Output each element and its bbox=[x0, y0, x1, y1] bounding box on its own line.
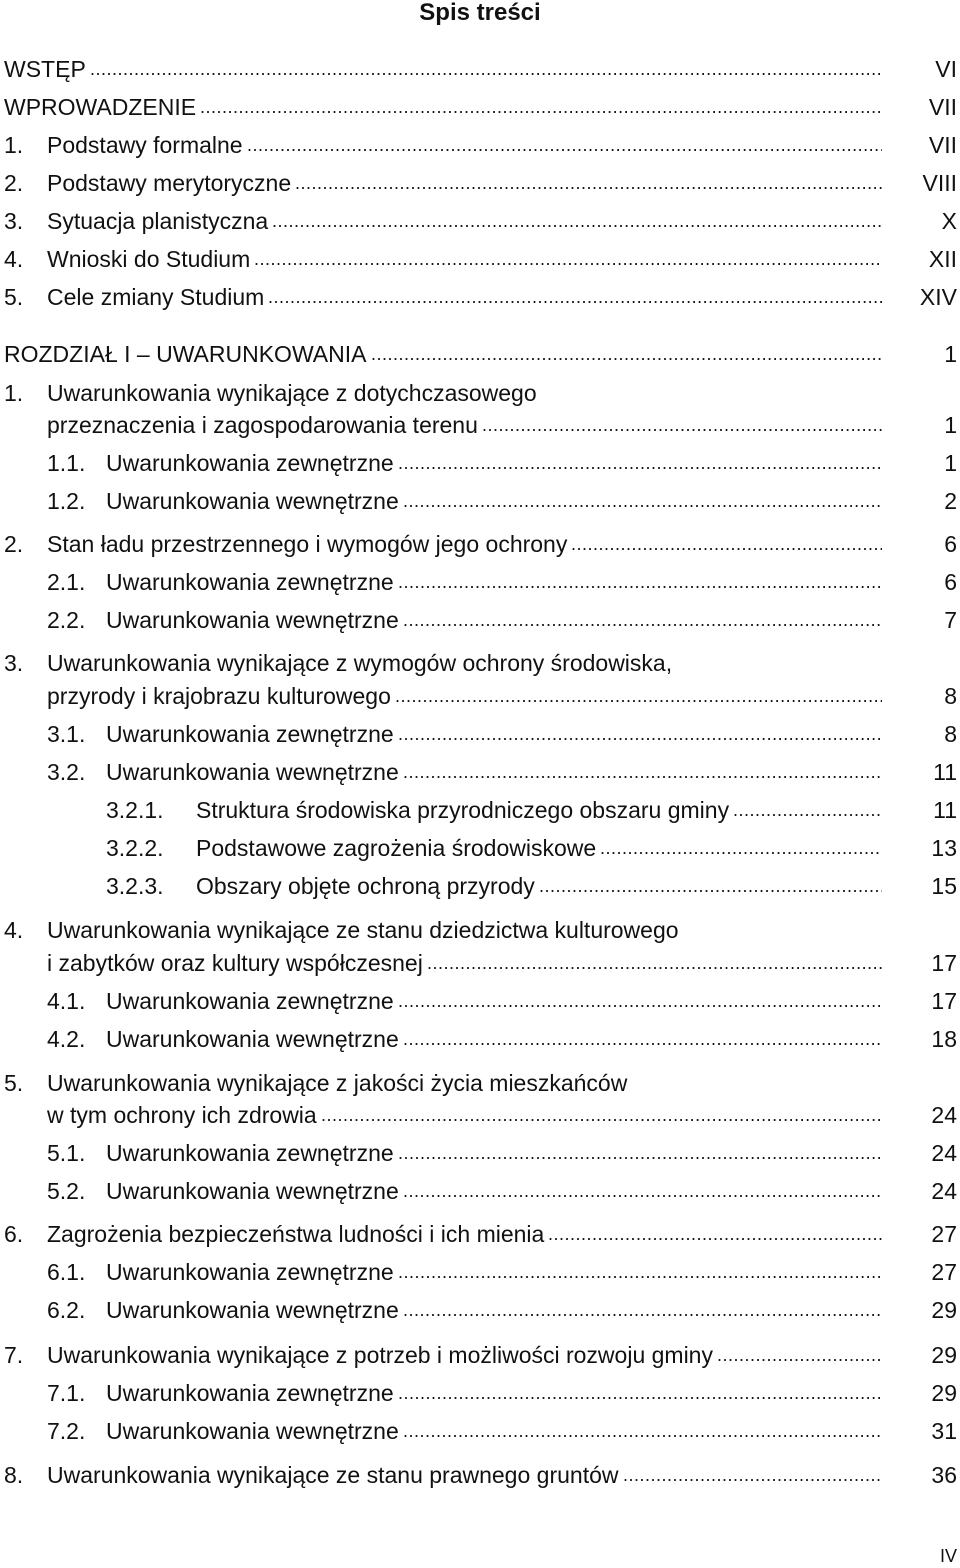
toc-entry-number: 4. bbox=[4, 246, 24, 272]
toc-entry-text: przyrody i krajobrazu kulturowego bbox=[47, 683, 391, 709]
toc-leader-dots bbox=[398, 984, 882, 1018]
toc-leader-dots bbox=[403, 1174, 882, 1208]
toc-leader-dots bbox=[600, 831, 882, 865]
toc-entry-text: Obszary objęte ochroną przyrody bbox=[196, 873, 535, 899]
toc-leader-dots bbox=[733, 793, 882, 827]
toc-entry-page: 27 bbox=[931, 1221, 957, 1247]
toc-leader-dots bbox=[403, 603, 882, 637]
toc-entry-text: Uwarunkowania wewnętrzne bbox=[106, 759, 399, 785]
toc-entry-page: VII bbox=[928, 94, 957, 120]
toc-entry-text: Uwarunkowania zewnętrzne bbox=[106, 1259, 394, 1285]
toc-entry-number: 7. bbox=[4, 1342, 24, 1368]
toc-leader-dots bbox=[403, 1414, 882, 1448]
toc-entry-number: 7.2. bbox=[47, 1418, 86, 1444]
toc-leader-dots bbox=[398, 717, 882, 751]
toc-entry[interactable] bbox=[0, 1255, 960, 1289]
toc-entry[interactable] bbox=[0, 1338, 960, 1372]
toc-entry[interactable] bbox=[0, 1066, 960, 1100]
toc-entry[interactable] bbox=[0, 565, 960, 599]
toc-entry[interactable] bbox=[0, 1174, 960, 1208]
toc-entry-page: 24 bbox=[931, 1178, 957, 1204]
toc-entry-text: Uwarunkowania zewnętrzne bbox=[106, 1140, 394, 1166]
toc-entry-number: 5. bbox=[4, 284, 24, 310]
toc-entry-page: 24 bbox=[931, 1140, 957, 1166]
toc-entry-text: Uwarunkowania wewnętrzne bbox=[106, 488, 399, 514]
toc-entry-text: Uwarunkowania wynikające ze stanu prawnego gruntów bbox=[47, 1462, 619, 1488]
toc-entry-number: 2. bbox=[4, 531, 24, 557]
toc-entry-number: 3. bbox=[4, 650, 24, 676]
toc-entry-text: Wnioski do Studium bbox=[47, 246, 251, 272]
toc-entry-number: 3.2.3. bbox=[106, 873, 164, 899]
toc-entry-text: ROZDZIAŁ I – UWARUNKOWANIA bbox=[4, 341, 367, 367]
toc-leader-dots bbox=[482, 408, 882, 442]
toc-entry-page: 13 bbox=[931, 835, 957, 861]
toc-entry-number: 3.2.2. bbox=[106, 835, 164, 861]
toc-entry[interactable] bbox=[0, 717, 960, 751]
toc-leader-dots bbox=[254, 242, 882, 276]
toc-entry-page: 8 bbox=[944, 683, 957, 709]
toc-entry-number: 5.1. bbox=[47, 1140, 86, 1166]
toc-entry-page: 1 bbox=[944, 341, 957, 367]
toc-entry-page: 7 bbox=[944, 607, 957, 633]
toc-leader-dots bbox=[295, 166, 882, 200]
toc-entry[interactable] bbox=[0, 446, 960, 480]
toc-entry-text: Uwarunkowania wynikające z wymogów ochrony środowiska, bbox=[47, 650, 673, 676]
toc-entry-text: Uwarunkowania wewnętrzne bbox=[106, 1026, 399, 1052]
toc-leader-dots bbox=[371, 337, 882, 371]
toc-entry[interactable] bbox=[0, 337, 960, 371]
toc-entry[interactable] bbox=[0, 166, 960, 200]
toc-entry-text: Uwarunkowania wewnętrzne bbox=[106, 1418, 399, 1444]
toc-leader-dots bbox=[395, 679, 882, 713]
toc-leader-dots bbox=[548, 1217, 882, 1251]
toc-entry-page: 27 bbox=[931, 1259, 957, 1285]
toc-entry-number: 1.1. bbox=[47, 450, 86, 476]
toc-entry[interactable] bbox=[0, 376, 960, 410]
toc-entry-page: 11 bbox=[933, 759, 957, 785]
toc-entry-page: 17 bbox=[931, 950, 957, 976]
toc-leader-dots bbox=[398, 1255, 882, 1289]
toc-entry-number: 1. bbox=[4, 380, 24, 406]
toc-entry-number: 2.2. bbox=[47, 607, 86, 633]
toc-entry-text: Podstawowe zagrożenia środowiskowe bbox=[196, 835, 597, 861]
toc-entry[interactable] bbox=[0, 1458, 960, 1492]
toc-entry[interactable] bbox=[0, 603, 960, 637]
toc-entry-page: 18 bbox=[931, 1026, 957, 1052]
toc-entry[interactable] bbox=[0, 646, 960, 680]
toc-leader-dots bbox=[717, 1338, 882, 1372]
toc-leader-dots bbox=[403, 755, 882, 789]
toc-entry-text: WSTĘP bbox=[4, 56, 86, 82]
toc-entry-number: 3.2.1. bbox=[106, 797, 164, 823]
toc-entry[interactable] bbox=[0, 1098, 960, 1132]
toc-leader-dots bbox=[398, 446, 882, 480]
toc-entry-text: Uwarunkowania zewnętrzne bbox=[106, 988, 394, 1014]
toc-entry-text: Uwarunkowania zewnętrzne bbox=[106, 721, 394, 747]
toc-entry-text: Sytuacja planistyczna bbox=[47, 208, 269, 234]
toc-entry[interactable] bbox=[0, 679, 960, 713]
toc-entry[interactable] bbox=[0, 1376, 960, 1410]
toc-entry-text: Uwarunkowania zewnętrzne bbox=[106, 450, 394, 476]
toc-entry-number: 5. bbox=[4, 1070, 24, 1096]
toc-entry-text: w tym ochrony ich zdrowia bbox=[47, 1102, 317, 1128]
toc-entry-number: 6. bbox=[4, 1221, 24, 1247]
toc-entry-page: 1 bbox=[944, 412, 957, 438]
toc-entry-page: X bbox=[941, 208, 957, 234]
toc-entry-text: Uwarunkowania zewnętrzne bbox=[106, 1380, 394, 1406]
toc-entry-page: 29 bbox=[931, 1342, 957, 1368]
toc-entry[interactable] bbox=[0, 52, 960, 86]
toc-entry[interactable] bbox=[0, 280, 960, 314]
toc-entry-page: 8 bbox=[944, 721, 957, 747]
toc-entry-text: Podstawy formalne bbox=[47, 132, 243, 158]
toc-entry[interactable] bbox=[0, 128, 960, 162]
toc-entry-page: 11 bbox=[933, 797, 957, 823]
toc-entry[interactable] bbox=[0, 1414, 960, 1448]
toc-entry-page: 6 bbox=[944, 531, 957, 557]
toc-entry[interactable] bbox=[0, 408, 960, 442]
toc-entry[interactable] bbox=[0, 1022, 960, 1056]
toc-entry-text: Struktura środowiska przyrodniczego obszaru gminy bbox=[196, 797, 730, 823]
toc-leader-dots bbox=[247, 128, 882, 162]
toc-entry[interactable] bbox=[0, 984, 960, 1018]
toc-entry-text: Uwarunkowania zewnętrzne bbox=[106, 569, 394, 595]
toc-leader-dots bbox=[398, 1136, 882, 1170]
toc-entry-page: 24 bbox=[931, 1102, 957, 1128]
toc-leader-dots bbox=[398, 1376, 882, 1410]
toc-entry[interactable] bbox=[0, 793, 960, 827]
toc-entry-number: 3.2. bbox=[47, 759, 86, 785]
toc-entry-page: 36 bbox=[931, 1462, 957, 1488]
toc-entry-number: 7.1. bbox=[47, 1380, 86, 1406]
toc-entry-number: 4.1. bbox=[47, 988, 86, 1014]
toc-entry-text: Uwarunkowania wynikające z dotychczasowego bbox=[47, 380, 537, 406]
toc-entry-text: Stan ładu przestrzennego i wymogów jego ochrony bbox=[47, 531, 568, 557]
toc-entry-page: 29 bbox=[931, 1380, 957, 1406]
toc-entry[interactable] bbox=[0, 484, 960, 518]
toc-leader-dots bbox=[427, 946, 882, 980]
toc-leader-dots bbox=[403, 1022, 882, 1056]
toc-entry[interactable] bbox=[0, 946, 960, 980]
toc-entry-page: 17 bbox=[931, 988, 957, 1014]
toc-leader-dots bbox=[268, 280, 882, 314]
toc-entry[interactable] bbox=[0, 755, 960, 789]
toc-title: Spis treści bbox=[419, 0, 541, 26]
toc-leader-dots bbox=[200, 90, 882, 124]
toc-entry[interactable] bbox=[0, 242, 960, 276]
toc-entry-number: 4. bbox=[4, 917, 24, 943]
toc-entry[interactable] bbox=[0, 204, 960, 238]
toc-leader-dots bbox=[398, 565, 882, 599]
toc-entry-text: Uwarunkowania wewnętrzne bbox=[106, 1178, 399, 1204]
toc-entry-number: 6.1. bbox=[47, 1259, 86, 1285]
toc-entry-text: Uwarunkowania wewnętrzne bbox=[106, 1297, 399, 1323]
toc-entry-number: 1. bbox=[4, 132, 24, 158]
toc-leader-dots bbox=[321, 1098, 882, 1132]
toc-entry-text: Uwarunkowania wynikające z potrzeb i możliwości rozwoju gminy bbox=[47, 1342, 713, 1368]
toc-entry-number: 3. bbox=[4, 208, 24, 234]
toc-entry-page: 29 bbox=[931, 1297, 957, 1323]
toc-entry-page: 6 bbox=[944, 569, 957, 595]
toc-entry-number: 1.2. bbox=[47, 488, 86, 514]
toc-entry-page: XII bbox=[928, 246, 957, 272]
toc-entry-text: przeznaczenia i zagospodarowania terenu bbox=[47, 412, 478, 438]
toc-entry-text: Uwarunkowania wewnętrzne bbox=[106, 607, 399, 633]
toc-entry-number: 8. bbox=[4, 1462, 24, 1488]
toc-leader-dots bbox=[539, 869, 882, 903]
toc-entry-page: 1 bbox=[944, 450, 957, 476]
toc-entry-page: XIV bbox=[919, 284, 957, 310]
toc-entry-text: Podstawy merytoryczne bbox=[47, 170, 292, 196]
toc-entry[interactable] bbox=[0, 1217, 960, 1251]
toc-entry-number: 4.2. bbox=[47, 1026, 86, 1052]
toc-entry[interactable] bbox=[0, 913, 960, 947]
toc-leader-dots bbox=[623, 1458, 882, 1492]
toc-leader-dots bbox=[571, 527, 882, 561]
toc-entry-text: Cele zmiany Studium bbox=[47, 284, 265, 310]
toc-leader-dots bbox=[90, 52, 882, 86]
toc-entry-page: VII bbox=[928, 132, 957, 158]
toc-entry[interactable] bbox=[0, 831, 960, 865]
toc-entry[interactable] bbox=[0, 527, 960, 561]
toc-entry[interactable] bbox=[0, 1136, 960, 1170]
page-number: IV bbox=[939, 1546, 957, 1566]
toc-entry-page: VIII bbox=[922, 170, 957, 196]
toc-leader-dots bbox=[403, 1293, 882, 1327]
toc-entry-page: VI bbox=[935, 56, 957, 82]
toc-entry[interactable] bbox=[0, 1293, 960, 1327]
toc-leader-dots bbox=[272, 204, 882, 238]
toc-entry-number: 2.1. bbox=[47, 569, 86, 595]
toc-entry-page: 15 bbox=[931, 873, 957, 899]
toc-entry-number: 2. bbox=[4, 170, 24, 196]
toc-leader-dots bbox=[403, 484, 882, 518]
toc-entry-page: 31 bbox=[931, 1418, 957, 1444]
toc-entry-number: 6.2. bbox=[47, 1297, 86, 1323]
toc-entry-text: Zagrożenia bezpieczeństwa ludności i ich mienia bbox=[47, 1221, 545, 1247]
toc-entry-number: 3.1. bbox=[47, 721, 86, 747]
toc-entry-text: i zabytków oraz kultury współczesnej bbox=[47, 950, 423, 976]
toc-entry-number: 5.2. bbox=[47, 1178, 86, 1204]
toc-entry[interactable] bbox=[0, 90, 960, 124]
toc-entry-text: Uwarunkowania wynikające z jakości życia mieszkańców bbox=[47, 1070, 628, 1096]
toc-entry-text: Uwarunkowania wynikające ze stanu dziedzictwa kulturowego bbox=[47, 917, 679, 943]
toc-entry[interactable] bbox=[0, 869, 960, 903]
toc-entry-page: 2 bbox=[944, 488, 957, 514]
toc-entry-text: WPROWADZENIE bbox=[4, 94, 197, 120]
